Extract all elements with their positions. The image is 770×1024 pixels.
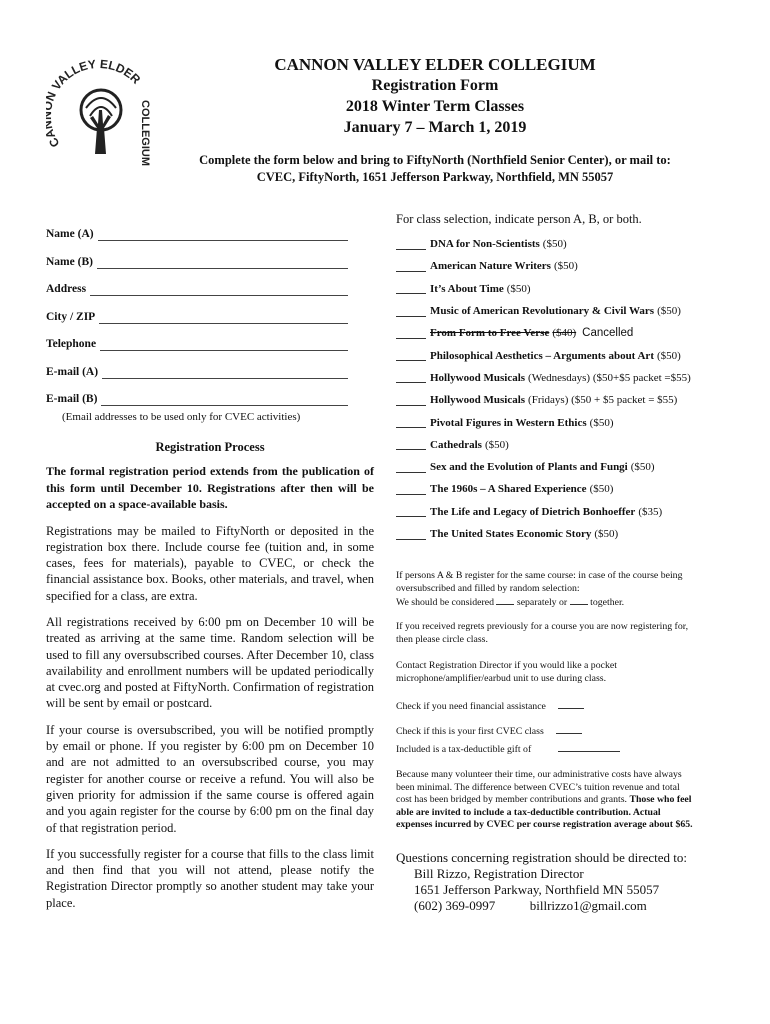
course-blank[interactable] <box>396 462 426 473</box>
logo-arc-text: C VALLEY ELDER <box>46 58 144 150</box>
gift-amount-blank[interactable] <box>558 742 620 752</box>
course-item[interactable]: Sex and the Evolution of Plants and Fungi ($50) <box>396 456 738 478</box>
regrets-note: If you received regrets previously for a course you are now registering for, then please circle class. <box>396 621 689 645</box>
together-blank[interactable] <box>570 595 588 605</box>
course-item[interactable]: Music of American Revolutionary & Civil Wars ($50) <box>396 300 738 322</box>
course-blank[interactable] <box>396 283 426 294</box>
first-class-check[interactable]: Check if this is your first CVEC class <box>396 724 741 739</box>
director-email: billrizzo1@gmail.com <box>529 898 647 913</box>
course-blank[interactable] <box>396 484 426 495</box>
form-header <box>150 54 720 138</box>
first-class-blank[interactable] <box>556 724 582 734</box>
director-phone: (602) 369-0997 <box>414 898 496 913</box>
term-dates: January 7 – March 1, 2019 <box>343 119 527 136</box>
course-item[interactable]: The Life and Legacy of Dietrich Bonhoeffer ($35) <box>396 501 738 523</box>
course-blank[interactable] <box>396 306 426 317</box>
registration-para: If your course is oversubscribed, you will be notified promptly by email or phone. If you register by 6:00 pm on December 10 and are not admitted to an oversubscribed course, you may register for another course or receive a refund. You will also be given priority for admission if the same course is offered again and you again register for the course by 6:00 pm on the final day of that registration period. <box>46 722 374 835</box>
course-blank[interactable] <box>396 439 426 450</box>
mail-instructions <box>150 152 720 186</box>
questions-title: Questions concerning registration should be directed to: <box>396 850 687 865</box>
questions-contact <box>396 850 741 914</box>
course-item[interactable]: The 1960s – A Shared Experience ($50) <box>396 478 738 500</box>
email-b-field[interactable]: E-mail (B) <box>46 393 356 421</box>
selection-header: For class selection, indicate person A, B, or both. <box>396 212 642 226</box>
course-item[interactable]: American Nature Writers ($50) <box>396 255 738 277</box>
separately-blank[interactable] <box>496 595 514 605</box>
email-note: (Email addresses to be used only for CVEC activities) <box>62 411 301 423</box>
course-blank[interactable] <box>396 328 426 339</box>
course-blank[interactable] <box>396 417 426 428</box>
course-blank[interactable] <box>396 506 426 517</box>
gift-amount[interactable]: Included is a tax-deductible gift of <box>396 742 741 757</box>
costs-note: Because many volunteer their time, our administrative costs have always been minimal. The difference between CVEC’s tuition revenue and total cost has been bridged by member contributions and grants. Those who feel able are invited to include a tax-deductible contribution. Actual expenses incurred by CVEC per course registration average about $65. <box>396 769 693 831</box>
registration-para: If you successfully register for a course that fills to the class limit and then find that you will not attend, please notify the Registration Director promptly so another student may take your place. <box>46 846 374 910</box>
registration-para: Registrations may be mailed to FiftyNorth or deposited in the registration box there. Include course fee (tuition and, in some cases, fees for materials), payable to CVEC, or check the financial assistance box. Books, other materials, and travel, when specified for a class, are extra. <box>46 523 374 603</box>
course-item[interactable]: The United States Economic Story ($50) <box>396 523 738 545</box>
email-a-field[interactable]: E-mail (A) <box>46 366 356 394</box>
registration-title: Registration Process <box>155 440 265 454</box>
org-title: CANNON VALLEY ELDER COLLEGIUM <box>274 55 596 74</box>
instructions-line-1: Complete the form below and bring to FiftyNorth (Northfield Senior Center), or mail to: <box>199 153 671 167</box>
course-item[interactable]: DNA for Non-Scientists ($50) <box>396 233 738 255</box>
course-item[interactable]: Hollywood Musicals (Fridays) ($50 + $5 packet = $55) <box>396 389 738 411</box>
name-b-field[interactable]: Name (B) <box>46 256 356 284</box>
logo-side-text: COLLEGIUM <box>139 100 151 166</box>
course-item[interactable]: It’s About Time ($50) <box>396 278 738 300</box>
class-selection <box>396 212 738 545</box>
tree-icon <box>81 90 121 154</box>
contact-fields <box>46 228 356 421</box>
course-item[interactable]: Cathedrals ($50) <box>396 434 738 456</box>
cancelled-status: Cancelled <box>582 327 634 340</box>
city-zip-field[interactable]: City / ZIP <box>46 311 356 339</box>
microphone-note: Contact Registration Director if you would like a pocket microphone/amplifier/earbud unit to use during class. <box>396 660 617 684</box>
instructions-line-2: CVEC, FiftyNorth, 1651 Jefferson Parkway, Northfield, MN 55057 <box>256 170 614 184</box>
course-blank[interactable] <box>396 529 426 540</box>
collegium-logo <box>46 58 156 168</box>
registration-period: The formal registration period extends from the publication of this form until December 10. Registrations after then will be accepted on a space-available basis. <box>46 464 374 511</box>
course-item[interactable]: Philosophical Aesthetics – Arguments about Art ($50) <box>396 344 738 366</box>
course-blank[interactable] <box>396 350 426 361</box>
course-blank[interactable] <box>396 261 426 272</box>
course-item[interactable]: Hollywood Musicals (Wednesdays) ($50+$5 packet =$55) <box>396 367 738 389</box>
registration-process <box>46 440 374 921</box>
telephone-field[interactable]: Telephone <box>46 338 356 366</box>
course-item[interactable]: Pivotal Figures in Western Ethics ($50) <box>396 411 738 433</box>
course-item-cancelled[interactable]: From Form to Free Verse ($40) Cancelled <box>396 322 738 344</box>
ab-preference-note: If persons A & B register for the same course: in case of the course being oversubscribed and filled by random selection: We should be considered separately or together. <box>396 570 683 609</box>
financial-assistance-blank[interactable] <box>558 699 584 709</box>
course-blank[interactable] <box>396 239 426 250</box>
course-blank[interactable] <box>396 395 426 406</box>
address-field[interactable]: Address <box>46 283 356 311</box>
name-a-field[interactable]: Name (A) <box>46 228 356 256</box>
registration-para: All registrations received by 6:00 pm on December 10 will be treated as arriving at the same time. Random selection will be used to fill any oversubscribed courses. After December 10, class availability and enrollment numbers will be updated periodically at cvec.org and posted at FiftyNorth. Confirmation of registration will be sent by email or postcard. <box>46 614 374 711</box>
financial-assistance-check[interactable]: Check if you need financial assistance <box>396 699 741 714</box>
course-blank[interactable] <box>396 372 426 383</box>
director-name: Bill Rizzo, Registration Director <box>414 866 584 881</box>
term-title: 2018 Winter Term Classes <box>345 98 525 115</box>
form-title: Registration Form <box>371 77 499 94</box>
director-address: 1651 Jefferson Parkway, Northfield MN 55057 <box>414 882 660 897</box>
